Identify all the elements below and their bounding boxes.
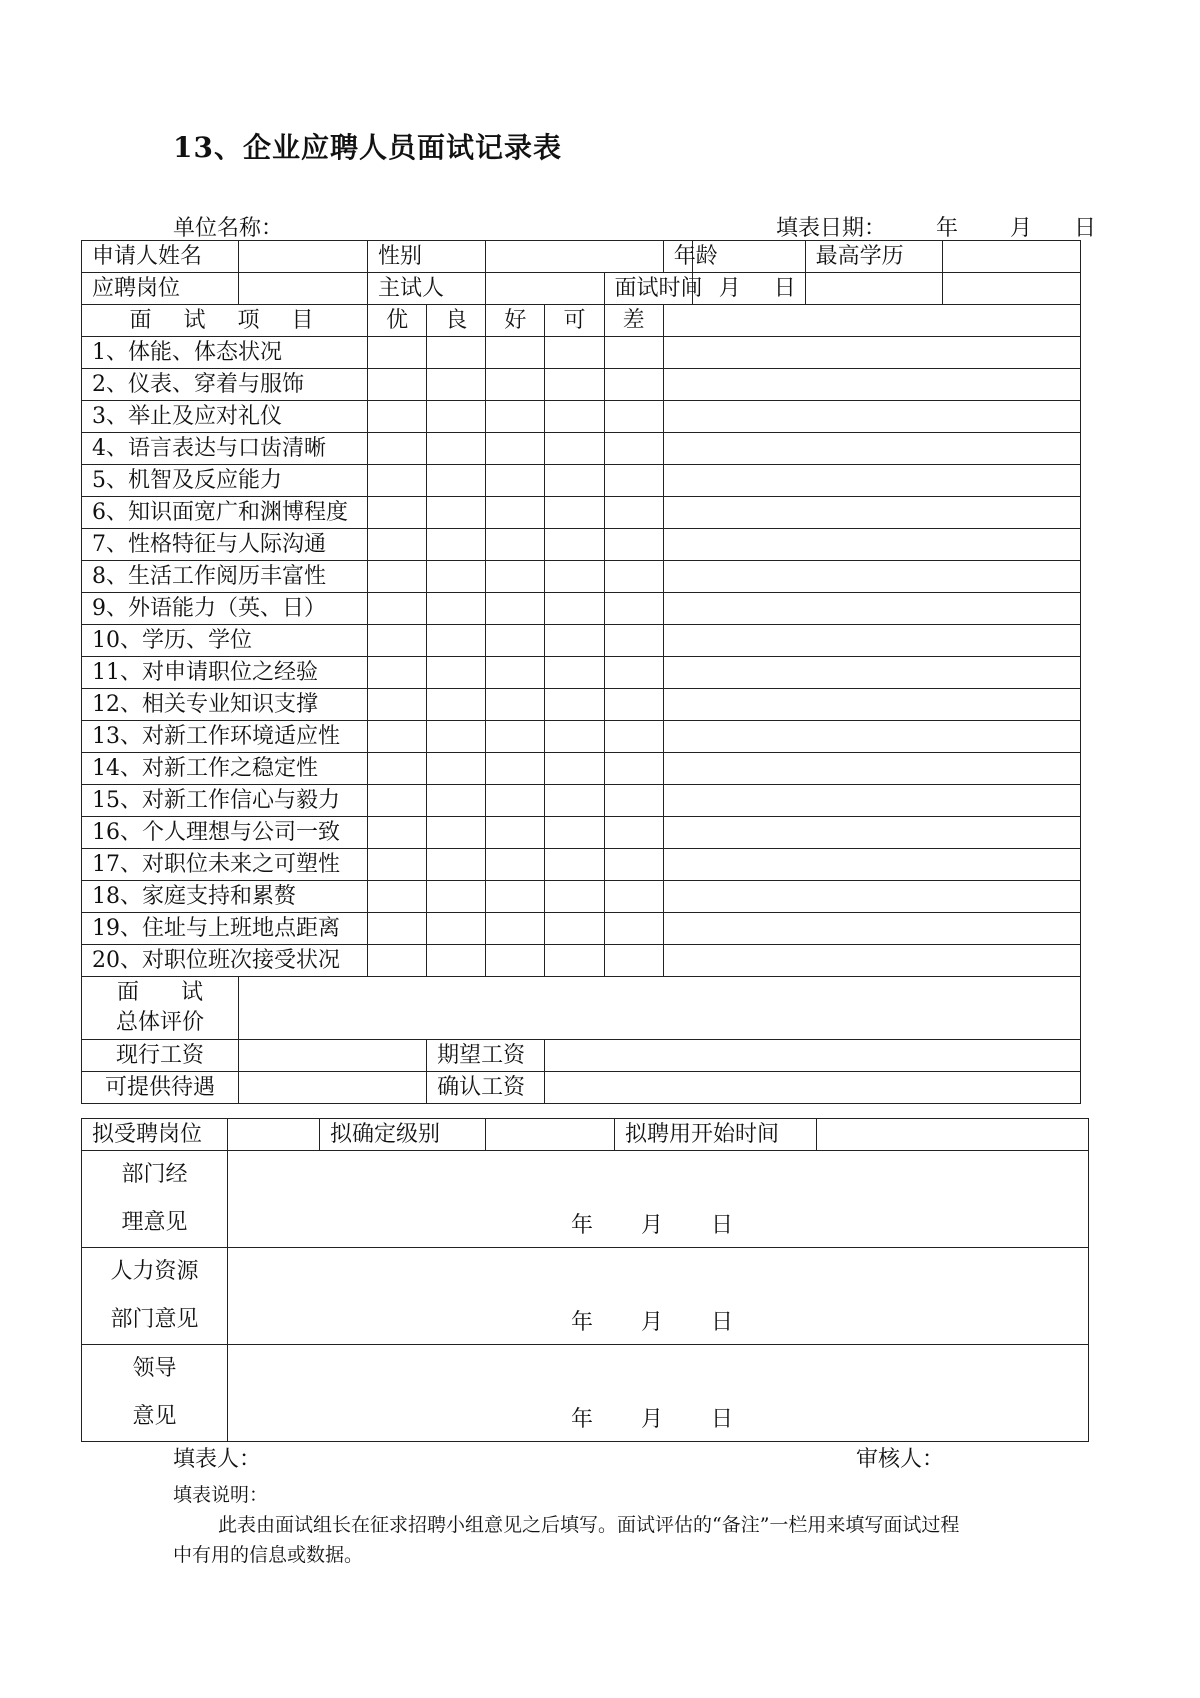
item-row xyxy=(82,753,1081,785)
grade-cell[interactable] xyxy=(427,657,486,689)
grade-cell[interactable] xyxy=(486,913,545,945)
item-row xyxy=(82,689,1081,721)
remarks-cell[interactable] xyxy=(663,369,1080,401)
grade-cell[interactable] xyxy=(368,849,427,881)
grade-cell[interactable] xyxy=(368,721,427,753)
opinion-date xyxy=(571,1210,733,1241)
benefits-label: 可提供待遇 xyxy=(82,1072,239,1104)
grade-good: 良 xyxy=(427,305,486,337)
grade-cell[interactable] xyxy=(486,753,545,785)
grade-cell[interactable] xyxy=(486,817,545,849)
remarks-cell[interactable] xyxy=(663,785,1080,817)
grade-cell[interactable] xyxy=(545,369,604,401)
grade-cell[interactable] xyxy=(368,433,427,465)
current-salary-label: 现行工资 xyxy=(82,1040,239,1072)
overall-label-line1: 面 试 xyxy=(117,980,203,1005)
grade-cell[interactable] xyxy=(368,913,427,945)
remarks-cell[interactable] xyxy=(663,561,1080,593)
grade-cell[interactable] xyxy=(486,465,545,497)
grade-cell[interactable] xyxy=(545,497,604,529)
notes-text-2: 中有用的信息或数据。 xyxy=(173,1544,364,1566)
hire-position-field[interactable] xyxy=(228,1119,320,1151)
remarks-cell[interactable] xyxy=(663,401,1080,433)
fill-date xyxy=(776,211,1096,242)
grade-cell[interactable] xyxy=(368,561,427,593)
position-label: 应聘岗位 xyxy=(82,273,239,305)
grade-cell[interactable] xyxy=(545,689,604,721)
interviewer-field[interactable] xyxy=(486,273,604,305)
remarks-cell[interactable] xyxy=(663,817,1080,849)
grade-cell[interactable] xyxy=(604,849,663,881)
grade-cell[interactable] xyxy=(545,849,604,881)
item-row xyxy=(82,849,1081,881)
grade-cell[interactable] xyxy=(486,657,545,689)
grade-cell[interactable] xyxy=(545,945,604,977)
grade-cell[interactable] xyxy=(368,625,427,657)
applicant-row-1 xyxy=(82,241,1081,273)
education-label: 最高学历 xyxy=(805,241,943,273)
notes-title: 填表说明： xyxy=(173,1484,269,1506)
interview-month: 月 xyxy=(718,276,741,301)
grade-cell[interactable] xyxy=(486,721,545,753)
remarks-cell[interactable] xyxy=(663,721,1080,753)
opinion-label-line2: 理意见 xyxy=(121,1210,188,1235)
grade-cell[interactable] xyxy=(427,465,486,497)
opinion-label xyxy=(82,1345,228,1442)
item-label: 15、对新工作信心与毅力 xyxy=(82,785,368,817)
name-field[interactable] xyxy=(238,241,367,273)
item-label: 12、相关专业知识支撑 xyxy=(82,689,368,721)
grade-cell[interactable] xyxy=(604,401,663,433)
name-label: 申请人姓名 xyxy=(82,241,239,273)
item-row xyxy=(82,657,1081,689)
grade-cell[interactable] xyxy=(427,401,486,433)
opinion-date-year: 年 xyxy=(571,1407,594,1432)
overall-label-line2: 总体评价 xyxy=(115,1010,204,1035)
grade-cell[interactable] xyxy=(545,465,604,497)
fill-date-label: 填表日期： xyxy=(776,216,887,241)
grade-cell[interactable] xyxy=(604,433,663,465)
grade-cell[interactable] xyxy=(427,561,486,593)
item-row xyxy=(82,497,1081,529)
grade-cell[interactable] xyxy=(604,337,663,369)
grade-cell[interactable] xyxy=(545,625,604,657)
items-header-row xyxy=(82,305,1081,337)
item-label: 17、对职位未来之可塑性 xyxy=(82,849,368,881)
grade-cell[interactable] xyxy=(545,401,604,433)
opinion-date-year: 年 xyxy=(571,1310,594,1335)
grade-excellent: 优 xyxy=(368,305,427,337)
item-label: 14、对新工作之稳定性 xyxy=(82,753,368,785)
grade-cell[interactable] xyxy=(427,721,486,753)
item-row xyxy=(82,561,1081,593)
hiring-table xyxy=(81,1118,1089,1442)
grade-cell[interactable] xyxy=(604,785,663,817)
blank-cell[interactable] xyxy=(805,273,943,305)
grade-cell[interactable] xyxy=(486,849,545,881)
remarks-cell[interactable] xyxy=(663,881,1080,913)
grade-cell[interactable] xyxy=(545,785,604,817)
remarks-cell[interactable] xyxy=(663,433,1080,465)
grade-cell[interactable] xyxy=(427,369,486,401)
grade-cell[interactable] xyxy=(368,529,427,561)
item-label: 16、个人理想与公司一致 xyxy=(82,817,368,849)
grade-cell[interactable] xyxy=(604,817,663,849)
gender-label: 性别 xyxy=(368,241,486,273)
opinion-label-line1: 人力资源 xyxy=(110,1259,199,1284)
item-row xyxy=(82,593,1081,625)
opinion-date-day: 日 xyxy=(711,1407,734,1432)
grade-cell[interactable] xyxy=(486,529,545,561)
interview-time-label: 面试时间 xyxy=(604,273,692,305)
gender-field[interactable] xyxy=(486,241,663,273)
grade-cell[interactable] xyxy=(604,689,663,721)
opinion-rows xyxy=(82,1151,1089,1442)
item-label: 7、性格特征与人际沟通 xyxy=(82,529,368,561)
grade-cell[interactable] xyxy=(368,881,427,913)
grade-fair: 可 xyxy=(545,305,604,337)
items-header-label: 面 试 项 目 xyxy=(82,305,368,337)
fill-date-month: 月 xyxy=(1010,216,1033,241)
hire-position-label: 拟受聘岗位 xyxy=(82,1119,228,1151)
opinion-label xyxy=(82,1151,228,1248)
remarks-cell[interactable] xyxy=(663,657,1080,689)
grade-cell[interactable] xyxy=(604,529,663,561)
remarks-cell[interactable] xyxy=(663,849,1080,881)
item-label: 3、举止及应对礼仪 xyxy=(82,401,368,433)
grade-cell[interactable] xyxy=(368,785,427,817)
grade-cell[interactable] xyxy=(486,433,545,465)
overall-label xyxy=(82,977,239,1040)
grade-cell[interactable] xyxy=(368,945,427,977)
grade-cell[interactable] xyxy=(368,657,427,689)
grade-cell[interactable] xyxy=(486,785,545,817)
remarks-cell[interactable] xyxy=(663,497,1080,529)
grade-cell[interactable] xyxy=(427,913,486,945)
grade-cell[interactable] xyxy=(427,849,486,881)
grade-cell[interactable] xyxy=(486,945,545,977)
item-row xyxy=(82,465,1081,497)
opinion-row xyxy=(82,1151,1089,1248)
item-row xyxy=(82,337,1081,369)
opinion-date-month: 月 xyxy=(641,1213,664,1238)
current-salary-field[interactable] xyxy=(238,1040,426,1072)
confirmed-salary-label: 确认工资 xyxy=(427,1072,545,1104)
hire-start-field[interactable] xyxy=(817,1119,1089,1151)
item-label: 8、生活工作阅历丰富性 xyxy=(82,561,368,593)
item-row xyxy=(82,881,1081,913)
hiring-row xyxy=(82,1119,1089,1151)
interview-day: 日 xyxy=(773,276,796,301)
grade-cell[interactable] xyxy=(604,561,663,593)
opinion-field[interactable] xyxy=(228,1345,1089,1442)
grade-cell[interactable] xyxy=(486,625,545,657)
opinion-label-line1: 部门经 xyxy=(121,1162,188,1187)
grade-cell[interactable] xyxy=(604,593,663,625)
overall-row xyxy=(82,977,1081,1040)
grade-cell[interactable] xyxy=(427,881,486,913)
grade-cell[interactable] xyxy=(368,497,427,529)
grade-cell[interactable] xyxy=(604,881,663,913)
item-rows xyxy=(82,337,1081,977)
grade-cell[interactable] xyxy=(427,753,486,785)
item-label: 20、对职位班次接受状况 xyxy=(82,945,368,977)
salary-row-1 xyxy=(82,1040,1081,1072)
grade-cell[interactable] xyxy=(545,337,604,369)
item-row xyxy=(82,401,1081,433)
benefits-field[interactable] xyxy=(238,1072,426,1104)
item-label: 5、机智及反应能力 xyxy=(82,465,368,497)
interview-table xyxy=(81,240,1081,1104)
opinion-date xyxy=(571,1307,733,1338)
item-row xyxy=(82,945,1081,977)
item-label: 4、语言表达与口齿清晰 xyxy=(82,433,368,465)
opinion-date-day: 日 xyxy=(711,1213,734,1238)
confirmed-salary-field[interactable] xyxy=(545,1072,1081,1104)
item-label: 13、对新工作环境适应性 xyxy=(82,721,368,753)
overall-field[interactable] xyxy=(238,977,1080,1040)
grade-cell[interactable] xyxy=(604,721,663,753)
item-label: 2、仪表、穿着与服饰 xyxy=(82,369,368,401)
fill-date-year: 年 xyxy=(936,216,959,241)
grade-cell[interactable] xyxy=(545,753,604,785)
grade-cell[interactable] xyxy=(368,817,427,849)
reviewer-label: 审核人： xyxy=(856,1447,945,1472)
remarks-cell[interactable] xyxy=(663,945,1080,977)
applicant-row-2 xyxy=(82,273,1081,305)
grade-cell[interactable] xyxy=(604,945,663,977)
grade-cell[interactable] xyxy=(545,529,604,561)
item-row xyxy=(82,433,1081,465)
grade-cell[interactable] xyxy=(368,753,427,785)
opinion-field[interactable] xyxy=(228,1248,1089,1345)
remarks-cell[interactable] xyxy=(663,337,1080,369)
item-label: 11、对申请职位之经验 xyxy=(82,657,368,689)
remarks-cell[interactable] xyxy=(663,529,1080,561)
fill-date-day: 日 xyxy=(1074,216,1097,241)
filler-label: 填表人： xyxy=(173,1447,262,1472)
unit-name-label: 单位名称： xyxy=(173,216,284,241)
grade-cell[interactable] xyxy=(368,689,427,721)
grade-cell[interactable] xyxy=(604,625,663,657)
grade-cell[interactable] xyxy=(427,625,486,657)
grade-cell[interactable] xyxy=(486,689,545,721)
age-label: 年龄 xyxy=(663,241,692,273)
opinion-date-month: 月 xyxy=(641,1407,664,1432)
grade-cell[interactable] xyxy=(427,593,486,625)
item-row xyxy=(82,369,1081,401)
opinion-date xyxy=(571,1404,733,1435)
item-label: 19、住址与上班地点距离 xyxy=(82,913,368,945)
grade-cell[interactable] xyxy=(486,593,545,625)
grade-cell[interactable] xyxy=(427,337,486,369)
grade-cell[interactable] xyxy=(545,593,604,625)
item-row xyxy=(82,817,1081,849)
grade-cell[interactable] xyxy=(545,817,604,849)
item-row xyxy=(82,529,1081,561)
item-label: 6、知识面宽广和渊博程度 xyxy=(82,497,368,529)
opinion-label-line2: 意见 xyxy=(132,1404,177,1429)
grade-cell[interactable] xyxy=(486,561,545,593)
expected-salary-label: 期望工资 xyxy=(427,1040,545,1072)
hire-level-field[interactable] xyxy=(486,1119,615,1151)
opinion-label xyxy=(82,1248,228,1345)
hire-start-label: 拟聘用开始时间 xyxy=(615,1119,817,1151)
grade-cell[interactable] xyxy=(545,561,604,593)
interviewer-label: 主试人 xyxy=(368,273,486,305)
expected-salary-field[interactable] xyxy=(545,1040,1081,1072)
remarks-cell[interactable] xyxy=(663,913,1080,945)
grade-cell[interactable] xyxy=(368,593,427,625)
opinion-row xyxy=(82,1248,1089,1345)
grade-cell[interactable] xyxy=(368,337,427,369)
blank-cell[interactable] xyxy=(943,273,1081,305)
opinion-date-month: 月 xyxy=(641,1310,664,1335)
item-label: 10、学历、学位 xyxy=(82,625,368,657)
grade-cell[interactable] xyxy=(427,945,486,977)
grade-cell[interactable] xyxy=(545,657,604,689)
interview-time-field[interactable] xyxy=(692,273,805,305)
grade-cell[interactable] xyxy=(368,465,427,497)
grade-cell[interactable] xyxy=(545,721,604,753)
grade-cell[interactable] xyxy=(427,817,486,849)
item-label: 9、外语能力（英、日） xyxy=(82,593,368,625)
grade-cell[interactable] xyxy=(545,881,604,913)
grade-cell[interactable] xyxy=(427,529,486,561)
form-title: 13、企业应聘人员面试记录表 xyxy=(173,131,562,164)
hire-level-label: 拟确定级别 xyxy=(320,1119,486,1151)
salary-row-2 xyxy=(82,1072,1081,1104)
opinion-label-line1: 领导 xyxy=(132,1356,177,1381)
opinion-date-year: 年 xyxy=(571,1213,594,1238)
grade-fine: 好 xyxy=(486,305,545,337)
grade-cell[interactable] xyxy=(604,913,663,945)
grade-cell[interactable] xyxy=(368,401,427,433)
opinion-row xyxy=(82,1345,1089,1442)
opinion-label-line2: 部门意见 xyxy=(110,1307,199,1332)
grade-cell[interactable] xyxy=(604,369,663,401)
remarks-cell[interactable] xyxy=(663,753,1080,785)
education-field[interactable] xyxy=(943,241,1081,273)
grade-cell[interactable] xyxy=(486,401,545,433)
grade-cell[interactable] xyxy=(427,689,486,721)
grade-cell[interactable] xyxy=(427,497,486,529)
item-label: 1、体能、体态状况 xyxy=(82,337,368,369)
grade-cell[interactable] xyxy=(604,753,663,785)
item-row xyxy=(82,913,1081,945)
grade-cell[interactable] xyxy=(545,433,604,465)
grade-poor: 差 xyxy=(604,305,663,337)
item-label: 18、家庭支持和累赘 xyxy=(82,881,368,913)
item-row xyxy=(82,721,1081,753)
grade-cell[interactable] xyxy=(486,881,545,913)
notes-text-1: 此表由面试组长在征求招聘小组意见之后填写。面试评估的“备注”一栏用来填写面试过程 xyxy=(218,1514,960,1536)
item-row xyxy=(82,625,1081,657)
remarks-cell[interactable] xyxy=(663,593,1080,625)
position-field[interactable] xyxy=(238,273,367,305)
remarks-cell[interactable] xyxy=(663,625,1080,657)
grade-cell[interactable] xyxy=(368,369,427,401)
opinion-field[interactable] xyxy=(228,1151,1089,1248)
item-row xyxy=(82,785,1081,817)
grade-cell[interactable] xyxy=(486,369,545,401)
grade-cell[interactable] xyxy=(427,433,486,465)
grade-cell[interactable] xyxy=(604,465,663,497)
grade-cell[interactable] xyxy=(545,913,604,945)
grade-cell[interactable] xyxy=(427,785,486,817)
remarks-cell[interactable] xyxy=(663,689,1080,721)
grade-cell[interactable] xyxy=(486,337,545,369)
grade-cell[interactable] xyxy=(604,497,663,529)
grade-cell[interactable] xyxy=(604,657,663,689)
remarks-cell[interactable] xyxy=(663,465,1080,497)
grade-cell[interactable] xyxy=(486,497,545,529)
remarks-header xyxy=(663,305,1080,337)
opinion-date-day: 日 xyxy=(711,1310,734,1335)
